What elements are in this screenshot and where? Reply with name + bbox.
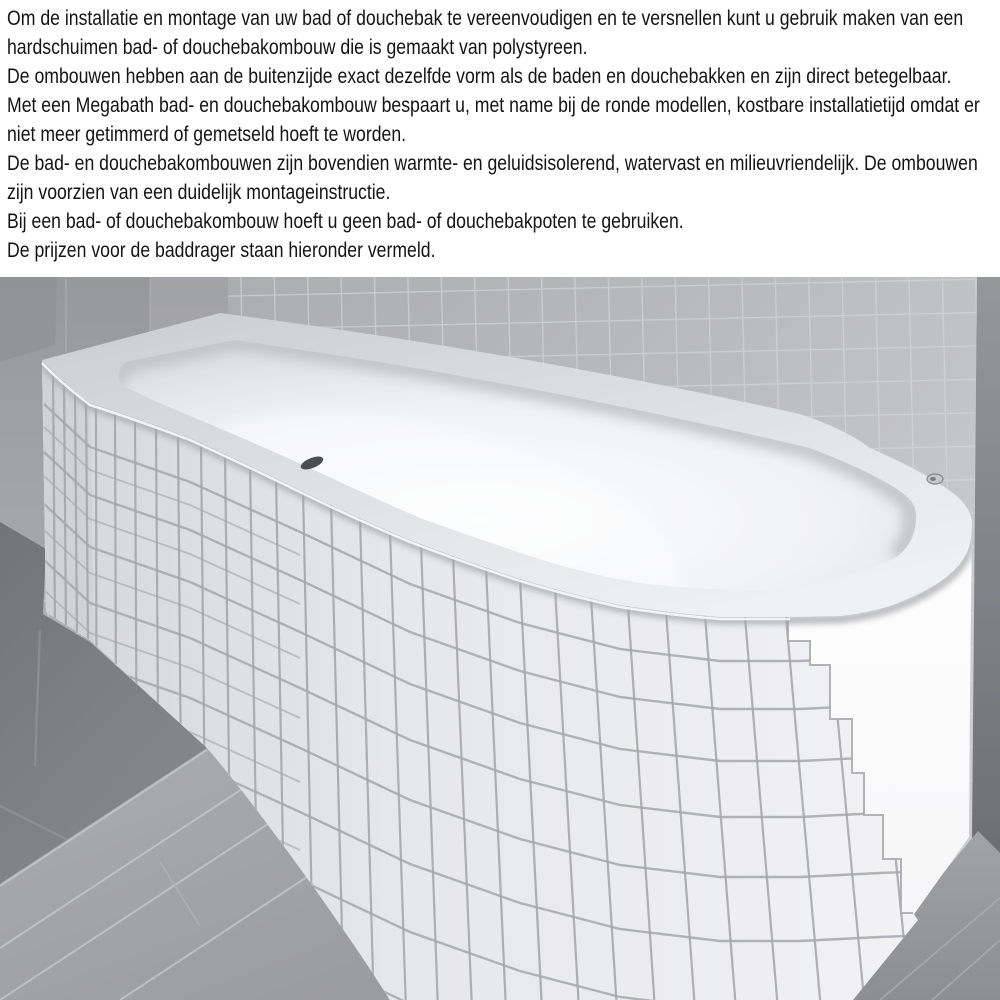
intro-text-line: Bij een bad- of douchebakombouw hoeft u geen bad- of douchebakpoten te gebruiken.	[7, 210, 684, 233]
intro-text-line: De ombouwen hebben aan de buitenzijde exact dezelfde vorm als de baden en douchebakken en zijn direct betegelbaar.	[7, 65, 952, 88]
intro-text-line: Om de installatie en montage van uw bad of douchebak te vereenvoudigen en te versnellen kunt u gebruik maken van een	[7, 7, 964, 30]
intro-text-line: De prijzen voor de baddrager staan hieronder vermeld.	[7, 239, 436, 262]
intro-text-line: zijn voorzien van een duidelijk montageinstructie.	[7, 181, 391, 204]
rim-fitting	[927, 474, 943, 484]
intro-text-line: niet meer getimmerd of gemetseld hoeft te worden.	[7, 123, 407, 146]
intro-text-line: Met een Megabath bad- en douchebakombouw bespaart u, met name bij de ronde modellen, kostbare installatietijd omdat er	[7, 94, 980, 117]
intro-text-line: hardschuimen bad- of douchebakombouw die is gemaakt van polystyreen.	[7, 36, 588, 59]
intro-text-line: De bad- en douchebakombouwen zijn bovendien warmte- en geluidsisolerend, watervast en milieuvriendelijk. De ombouwen	[7, 152, 978, 175]
